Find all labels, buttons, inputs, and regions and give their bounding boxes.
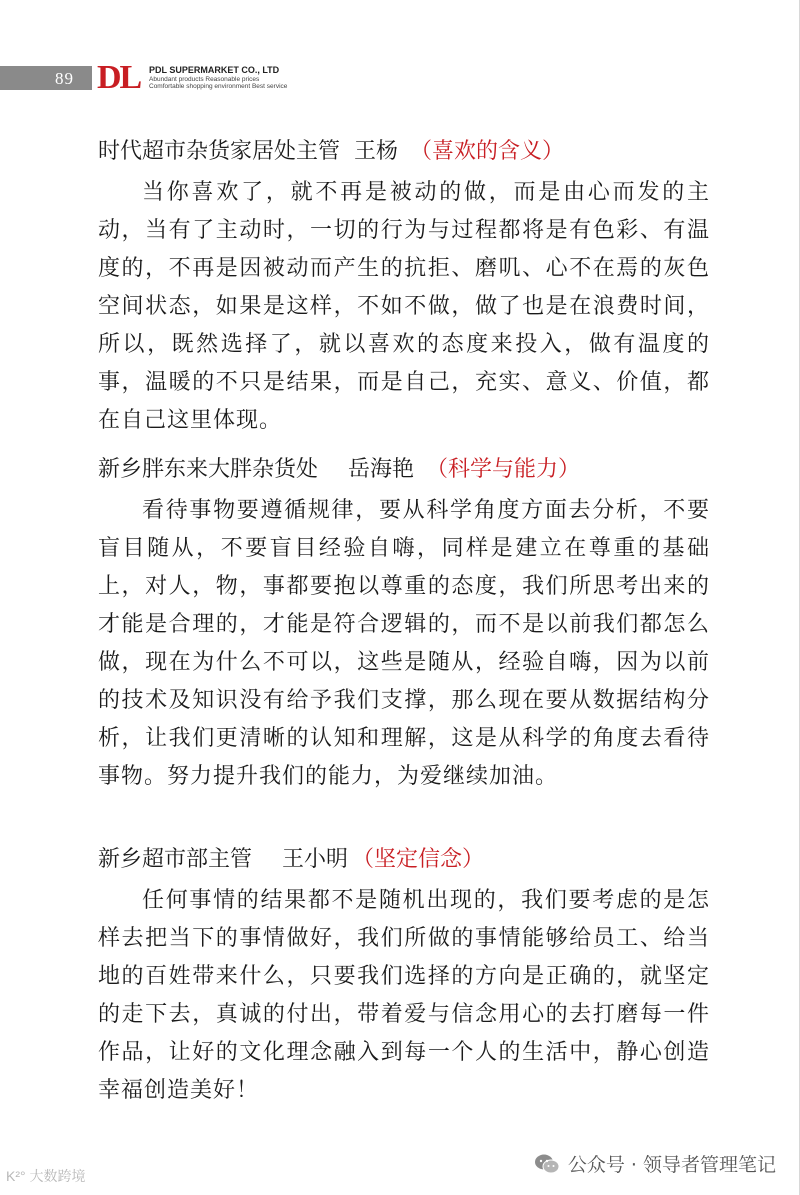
section bbox=[98, 130, 710, 440]
section-body: 看待事物要遵循规律，要从科学角度方面去分析，不要盲目随从，不要盲目经验自嗨，同样是建立在尊重的基础上，对人，物，事都要抱以尊重的态度，我们所思考出来的才能是合理的，才能是符合逻辑的，而不是以前我们都怎么做，现在为什么不可以，这些是随从，经验自嗨，因为以前的技术及知识没有给予我们支撑，那么现在要从数据结构分析，让我们更清晰的认知和理解，这是从科学的角度去看待事物。努力提升我们的能力，为爱继续加油。 bbox=[98, 498, 710, 789]
wechat-icon bbox=[534, 1153, 560, 1175]
section-heading bbox=[98, 448, 710, 492]
section-topic: （喜欢的含义） bbox=[410, 139, 565, 164]
author-role: 新乡超市部主管 bbox=[98, 847, 253, 872]
section-body: 任何事情的结果都不是随机出现的，我们要考虑的是怎样去把当下的事情做好，我们所做的事情能够给员工、给当地的百姓带来什么，只要我们选择的方向是正确的，就坚定的走下去，真诚的付出，带着爱与信念用心的去打磨每一件作品，让好的文化理念融入到每一个人的生活中，静心创造幸福创造美好！ bbox=[98, 888, 710, 1103]
author-role: 新乡胖东来大胖杂货处 bbox=[98, 457, 319, 482]
company-tagline-1: Abundant products Reasonable prices bbox=[149, 76, 260, 83]
company-logo bbox=[97, 59, 288, 96]
header-bar bbox=[0, 66, 92, 90]
section-heading bbox=[98, 130, 710, 174]
author-name: 王杨 bbox=[354, 139, 399, 164]
section-topic: （科学与能力） bbox=[426, 457, 581, 482]
source-watermark: K²° 大数跨境 bbox=[6, 1168, 86, 1184]
company-tagline-2: Comfortable shopping environment Best service bbox=[149, 83, 288, 90]
section bbox=[98, 838, 710, 1110]
wechat-account-label: 公众号 · 领导者管理笔记 bbox=[567, 1154, 776, 1176]
author-role: 时代超市杂货家居处主管 bbox=[98, 139, 341, 164]
wechat-watermark bbox=[534, 1150, 776, 1177]
author-name: 岳海艳 bbox=[348, 457, 415, 482]
section-heading bbox=[98, 838, 710, 882]
section bbox=[98, 448, 710, 796]
section-topic: （坚定信念） bbox=[352, 847, 485, 872]
page-number: 89 bbox=[55, 69, 74, 88]
company-name: PDL SUPERMARKET CO., LTD bbox=[149, 65, 280, 75]
section-body: 当你喜欢了，就不再是被动的做，而是由心而发的主动，当有了主动时，一切的行为与过程都将是有色彩、有温度的，不再是因被动而产生的抗拒、磨叽、心不在焉的灰色空间状态，如果是这样，不如不做，做了也是在浪费时间，所以，既然选择了，就以喜欢的态度来投入，做有温度的事，温暖的不只是结果，而是自己，充实、意义、价值，都在自己这里体现。 bbox=[98, 180, 710, 433]
logo-mark: DL bbox=[97, 59, 141, 96]
author-name: 王小明 bbox=[282, 847, 349, 872]
